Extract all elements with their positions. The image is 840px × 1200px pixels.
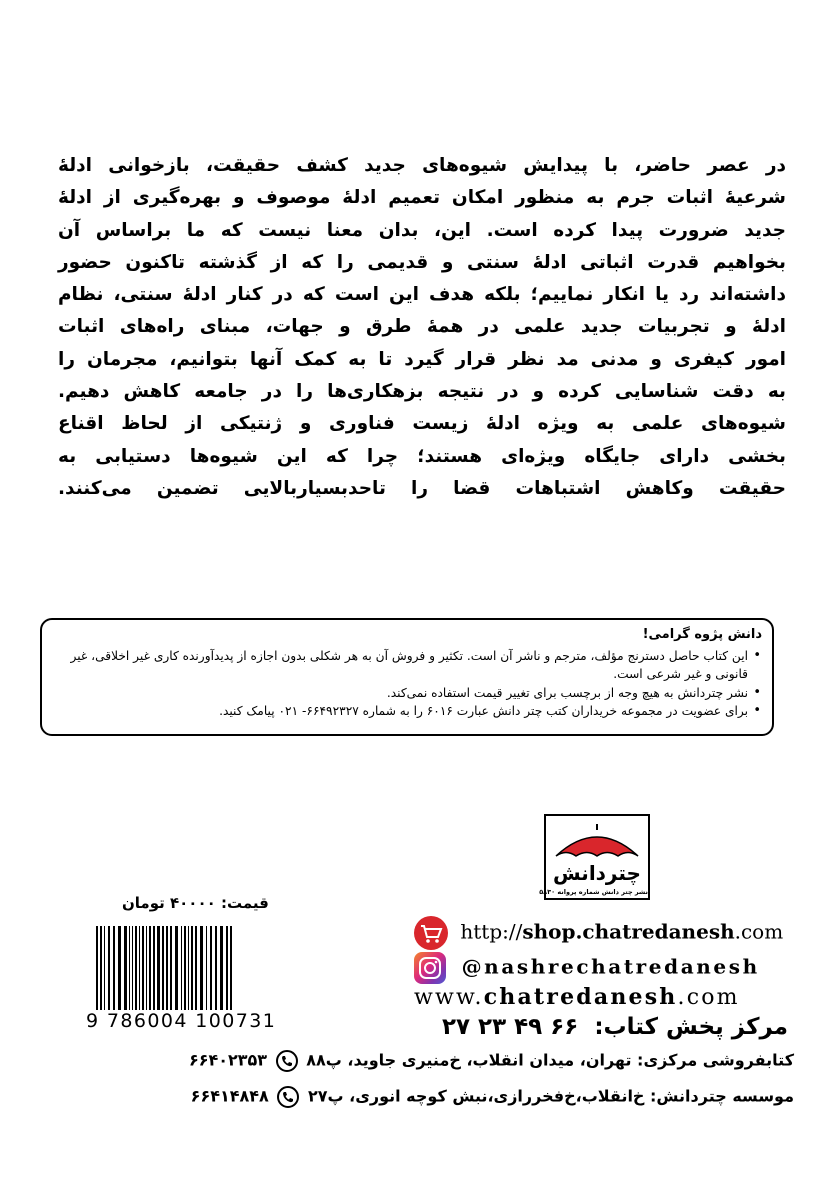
blurb-line: بخواهیم قدرت اثباتی ادلۀ سنتی و قدیمی را که از گذشته تاکنون حضور [58, 251, 786, 273]
notice-item: • این کتاب حاصل دسترنج مؤلف، مترجم و ناشر آن است. تکثیر و فروش آن به هر شکلی بدون اجازه از پدیدآورنده کاری غیر اخلاقی، غیر قانونی و غیر شرعی است. [52, 647, 748, 684]
store-phone: ۶۶۴۰۲۳۵۳ [188, 1050, 268, 1070]
barcode-bar [220, 926, 223, 1012]
barcode-bar [129, 926, 130, 1012]
barcode-bar [210, 926, 212, 1012]
instagram-icon [414, 952, 446, 984]
blurb-line: حقیقت وکاهش اشتباهات قضا را تاحدبسیاربالایی تضمین می‌کنند. [58, 477, 786, 499]
institute-address-text: موسسه چتردانش: خ‌انقلاب،خ‌فخررازی،نبش کوچه انوری، پ۲۷ [307, 1086, 794, 1106]
blurb-line: بخشی دارای جایگاه ویژه‌ای هستند؛ چرا که این شیوه‌ها دستیابی به [58, 445, 786, 467]
distribution-number: ۶۶ ۴۹ ۲۳ ۲۷ [441, 1014, 579, 1040]
barcode-bar [124, 926, 127, 1012]
distribution-label: مرکز پخش کتاب: [594, 1014, 788, 1040]
blurb-line: در عصر حاضر، با پیدایش شیوه‌های جدید کشف حقیقت، بازخوانی ادلۀ [58, 155, 786, 176]
shop-url-suffix: .com [734, 919, 784, 944]
price-amount: ۴۰۰۰۰ تومان [122, 894, 216, 912]
distribution-center [442, 1014, 788, 1040]
price-caption: قیمت: [221, 894, 269, 912]
barcode-bar [188, 926, 189, 1012]
barcode-bar [113, 926, 115, 1012]
barcode-bar [135, 926, 137, 1012]
blurb-line: شرعیۀ اثبات جرم به منظور امکان تعمیم ادلۀ موصوف و بهره‌گیری از ادلۀ [58, 187, 786, 209]
barcode-bar [157, 926, 160, 1012]
blurb-paragraph [58, 150, 786, 505]
shop-url-row[interactable] [414, 916, 783, 950]
barcode-bar [175, 926, 178, 1012]
barcode-bar [142, 926, 144, 1012]
website-prefix: www. [414, 985, 484, 1010]
barcode-bar [146, 926, 147, 1012]
institute-address [191, 1086, 794, 1108]
barcode-bar [191, 926, 193, 1012]
barcode-bar [206, 926, 207, 1012]
barcode-bar [153, 926, 155, 1012]
barcode-bar [118, 926, 121, 1012]
umbrella-logo-icon [539, 816, 648, 898]
barcode-bar [104, 926, 105, 1012]
blurb-line: شیوه‌های علمی به ویژه ادلۀ زیست فناوری و ژنتیکی از لحاظ اقناع [58, 413, 786, 435]
barcode-bar [108, 926, 110, 1012]
shop-url-prefix: http:// [460, 919, 523, 944]
institute-phone: ۶۶۴۱۴۸۴۸ [190, 1086, 269, 1106]
instagram-row[interactable] [414, 952, 760, 984]
barcode-bar [184, 926, 186, 1012]
price-label [122, 894, 269, 912]
publisher-logo [539, 814, 650, 900]
notice-title: دانش پژوه گرامی! [642, 627, 762, 642]
logo-subtext: نشر چتر دانش شماره پروانه ۵۸۳۰ [539, 888, 648, 896]
notice-item: • نشر چتردانش به هیچ وجه از برچسب برای تغییر قیمت استفاده نمی‌کند. [52, 684, 748, 703]
barcode-bar [200, 926, 203, 1012]
blurb-line: به دقت شناسایی کرده و در نتیجه بزهکاری‌ها را در جامعه کاهش دهیم. [58, 381, 786, 403]
website-domain: chatredanesh [483, 984, 678, 1010]
blurb-line: ادلۀ و تجربیات جدید علمی در همۀ طرق و جهات، مبنای راه‌های اثبات [58, 316, 786, 338]
shop-url-domain: shop.chatredanesh [522, 919, 735, 944]
barcode-bar [215, 926, 217, 1012]
barcode-bar [132, 926, 133, 1012]
notice-item: • برای عضویت در مجموعه خریداران کتب چتر دانش عبارت ۶۰۱۶ را به شماره ۶۶۴۹۲۳۲۷- ۰۲۱ پیامک کنید. [52, 702, 748, 721]
barcode-bar [149, 926, 151, 1012]
barcode-bar [170, 926, 172, 1012]
store-address-text: کتابفروشی مرکزی: تهران، میدان انقلاب، خ‌منیری جاوید، پ۸۸ [306, 1050, 794, 1070]
barcode-number: 9 786004 100731 [82, 1010, 326, 1032]
store-address [189, 1050, 794, 1072]
website-row[interactable] [414, 984, 740, 1010]
phone-icon [277, 1086, 299, 1108]
notice-list [52, 647, 762, 721]
blurb-line: داشته‌اند رد یا انکار نماییم؛ بلکه هدف این است که در کنار ادلۀ سنتی، نظام [58, 284, 786, 306]
blurb-line: امور کیفری و مدنی مد نظر قرار گیرد تا به کمک آنها بتوانیم، مجرمان را [58, 348, 786, 370]
phone-icon [276, 1050, 298, 1072]
copyright-notice-box [40, 618, 774, 736]
website-suffix: .com [677, 985, 740, 1010]
barcode-bar [181, 926, 182, 1012]
blurb-line: جدید ضرورت پیدا کرده است. این، بدان معنا نیست که ما براساس آن [58, 219, 786, 241]
barcode-bar [139, 926, 140, 1012]
barcode-bar [195, 926, 197, 1012]
cart-icon [414, 916, 448, 950]
instagram-handle: @nashrechatredanesh [461, 954, 760, 979]
logo-text: چتردانش [553, 861, 641, 885]
